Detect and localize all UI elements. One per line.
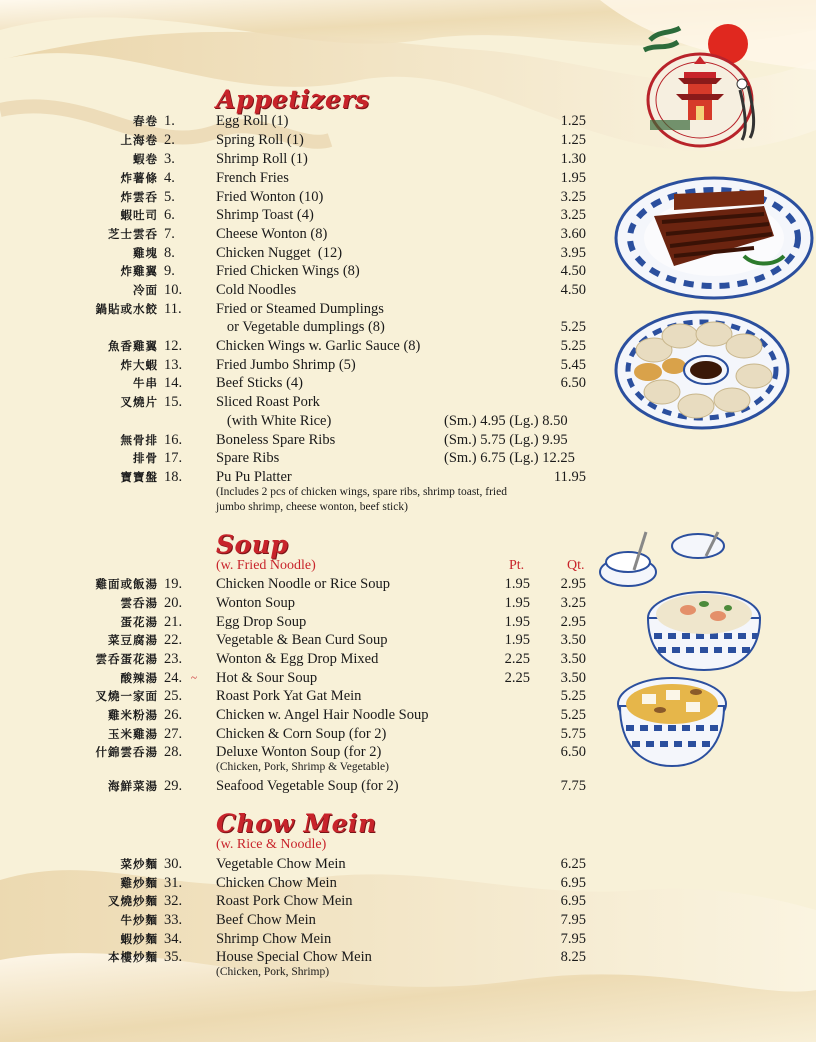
item-name: Boneless Spare Ribs [216,432,336,448]
item-price-quart: 5.25 [560,707,586,723]
item-chinese-name: 玉米雞湯 [108,727,158,741]
chowmein-note: (Chicken, Pork, Shrimp) [216,966,330,978]
menu-item-row [0,911,600,930]
dumplings-photo [614,310,790,430]
item-chinese-name: 什錦雲呑湯 [95,745,158,759]
item-chinese-name: 酸辣湯 [120,671,158,685]
soup-bowls-photo [598,526,780,676]
item-price-pint: 1.95 [504,614,530,630]
item-chinese-name: 雲呑蛋花湯 [95,652,158,666]
item-price-quart: 5.25 [560,688,586,704]
item-number: 4. [164,170,175,186]
menu-item-row [0,112,600,131]
item-name: Chicken Chow Mein [216,875,337,891]
item-price-pint: 1.95 [504,576,530,592]
item-name: Roast Pork Chow Mein [216,893,353,909]
item-chinese-name: 雞米粉湯 [108,708,158,722]
item-chinese-name: 雞面或飯湯 [95,577,158,591]
item-price: 3.25 [560,189,586,205]
menu-item-row [0,188,600,207]
item-chinese-name: 炸雲呑 [120,190,158,204]
item-number: 1. [164,113,175,129]
menu-item-row [0,930,600,949]
item-name: Chicken & Corn Soup (for 2) [216,726,387,742]
item-name: Beef Chow Mein [216,912,316,928]
item-number: 33. [164,912,183,928]
item-number: 30. [164,856,183,872]
item-name: Egg Roll (1) [216,113,289,129]
item-price: 1.25 [560,113,586,129]
item-chinese-name: 春卷 [133,114,158,128]
item-name: Fried Chicken Wings (8) [216,263,360,279]
chowmein-title: Chow Mein [216,809,377,838]
item-name: Fried or Steamed Dumplings [216,301,384,317]
chowmein-subtitle: (w. Rice & Noodle) [216,837,327,852]
menu-item-row [0,244,600,263]
item-number: 20. [164,595,183,611]
item-chinese-name: 上海卷 [120,133,158,147]
item-number: 35. [164,949,183,965]
item-price-quart: 5.75 [560,726,586,742]
item-chinese-name: 排骨 [133,451,158,465]
item-number: 26. [164,707,183,723]
item-name: Cheese Wonton (8) [216,226,328,242]
menu-item-row [0,318,600,337]
appetizers-note-line2: jumbo shrimp, cheese wonton, beef stick) [216,501,408,513]
soup-note: (Chicken, Pork, Shrimp & Vegetable) [216,761,389,773]
item-number: 19. [164,576,183,592]
menu-item-row [0,449,600,468]
item-price-quart: 3.50 [560,651,586,667]
item-price: 1.95 [560,170,586,186]
item-name: Roast Pork Yat Gat Mein [216,688,362,704]
menu-item-row [0,412,600,431]
menu-item-row [0,706,600,725]
item-number: 13. [164,357,183,373]
item-price: 11.95 [553,469,586,485]
item-chinese-name: 魚香雞翼 [108,339,158,353]
item-name: Vegetable Chow Mein [216,856,346,872]
item-chinese-name: 蝦吐司 [120,208,158,222]
item-chinese-name: 冷面 [133,283,158,297]
item-price-pint: 2.25 [504,670,530,686]
item-name: Sliced Roast Pork [216,394,320,410]
item-chinese-name: 雞炒麵 [120,876,158,890]
item-price: 5.25 [560,338,586,354]
menu-item-row [0,262,600,281]
item-name: Shrimp Chow Mein [216,931,332,947]
menu-item-row [0,150,600,169]
item-price-sizes: (Sm.) 6.75 (Lg.) 12.25 [444,450,575,466]
item-price: 3.25 [560,207,586,223]
menu-item-row [0,855,600,874]
soup-col-qt: Qt. [567,558,585,573]
item-chinese-name: 海鮮菜湯 [108,779,158,793]
item-price-quart: 3.50 [560,670,586,686]
item-price: 1.25 [560,132,586,148]
item-name: Shrimp Roll (1) [216,151,308,167]
item-price: 3.95 [560,245,586,261]
item-number: 5. [164,189,175,205]
item-number: 6. [164,207,175,223]
item-number: 16. [164,432,183,448]
item-price-pint: 2.25 [504,651,530,667]
menu-item-row [0,613,600,632]
item-name: French Fries [216,170,289,186]
item-number: 17. [164,450,183,466]
item-price: 4.50 [560,263,586,279]
item-number: 32. [164,893,183,909]
item-number: 34. [164,931,183,947]
item-number: 22. [164,632,183,648]
item-number: 21. [164,614,183,630]
item-name: Shrimp Toast (4) [216,207,314,223]
hot-sour-soup-photo [616,674,728,770]
item-name: Vegetable & Bean Curd Soup [216,632,388,648]
item-name: (with White Rice) [216,413,332,429]
menu-item-row [0,725,600,744]
item-number: 9. [164,263,175,279]
menu-item-row [0,374,600,393]
item-name: Chicken Wings w. Garlic Sauce (8) [216,338,421,354]
appetizers-title: Appetizers [216,85,370,114]
item-chinese-name: 雞塊 [133,246,158,260]
item-chinese-name: 菜豆腐湯 [108,633,158,647]
menu-item-row [0,631,600,650]
item-name: Cold Noodles [216,282,297,298]
item-number: 28. [164,744,183,760]
appetizers-note: (Includes 2 pcs of chicken wings, spare ribs, shrimp toast, fried [216,486,507,498]
menu-item-row [0,281,600,300]
item-price-quart: 3.25 [560,595,586,611]
item-number: 24. [164,670,183,686]
item-chinese-name: 炸薯條 [120,171,158,185]
item-chinese-name: 叉燒一家面 [95,689,158,703]
spare-ribs-photo [614,176,814,300]
item-chinese-name: 炸雞翼 [120,264,158,278]
item-name: Egg Drop Soup [216,614,307,630]
item-number: 25. [164,688,183,704]
menu-item-row [0,206,600,225]
menu-item-row [0,393,600,412]
item-name: Wonton Soup [216,595,295,611]
menu-item-row [0,575,600,594]
item-name: Chicken w. Angel Hair Noodle Soup [216,707,429,723]
item-price: 5.25 [560,319,586,335]
item-chinese-name: 蝦炒麵 [120,932,158,946]
item-chinese-name: 叉燒片 [120,395,158,409]
item-price: 4.50 [560,282,586,298]
menu-item-row [0,650,600,669]
item-chinese-name: 雲呑湯 [120,596,158,610]
item-number: 27. [164,726,183,742]
menu-item-row [0,225,600,244]
item-price-quart: 7.75 [560,778,586,794]
item-name: Seafood Vegetable Soup (for 2) [216,778,399,794]
item-chinese-name: 鍋貼或水餃 [95,302,158,316]
item-chinese-name: 寶寶盤 [120,470,158,484]
item-name: Pu Pu Platter [216,469,292,485]
item-number: 10. [164,282,183,298]
soup-title: Soup [216,530,289,559]
item-name: or Vegetable dumplings (8) [216,319,385,335]
item-price: 3.60 [560,226,586,242]
item-number: 7. [164,226,175,242]
item-name: Fried Wonton (10) [216,189,324,205]
item-number: 12. [164,338,183,354]
item-name: House Special Chow Mein [216,949,372,965]
item-chinese-name: 叉燒炒麵 [108,894,158,908]
item-number: 2. [164,132,175,148]
item-name: Chicken Nugget (12) [216,245,343,261]
item-price-pint: 1.95 [504,632,530,648]
soup-col-pt: Pt. [509,558,525,573]
menu-item-row [0,777,600,796]
item-name: Chicken Noodle or Rice Soup [216,576,390,592]
item-chinese-name: 炸大蝦 [120,358,158,372]
item-price-sizes: (Sm.) 5.75 (Lg.) 9.95 [444,432,568,448]
soup-subtitle: (w. Fried Noodle) [216,558,316,573]
item-number: 18. [164,469,183,485]
item-chinese-name: 牛串 [133,376,158,390]
item-price-quart: 6.50 [560,744,586,760]
item-number: 15. [164,394,183,410]
item-name: Hot & Sour Soup [216,670,318,686]
item-price: 6.50 [560,375,586,391]
item-price: 5.45 [560,357,586,373]
item-name: Spring Roll (1) [216,132,304,148]
item-name: Beef Sticks (4) [216,375,303,391]
item-price-quart: 2.95 [560,614,586,630]
item-number: 8. [164,245,175,261]
menu-item-row [0,892,600,911]
menu-item-row [0,594,600,613]
pagoda-logo [630,20,770,148]
item-chinese-name: 芝士雲呑 [108,227,158,241]
item-price: 7.95 [560,912,586,928]
item-price: 6.95 [560,875,586,891]
spicy-pepper-icon: ~ [191,672,197,684]
item-chinese-name: 牛炒麵 [120,913,158,927]
menu-item-row [0,131,600,150]
menu-item-row [0,687,600,706]
item-number: 3. [164,151,175,167]
item-price-pint: 1.95 [504,595,530,611]
item-price: 8.25 [560,949,586,965]
item-number: 14. [164,375,183,391]
item-price: 6.25 [560,856,586,872]
item-chinese-name: 本樓炒麵 [108,950,158,964]
menu-item-row [0,300,600,319]
item-price: 6.95 [560,893,586,909]
item-price-quart: 3.50 [560,632,586,648]
menu-item-row [0,431,600,450]
item-chinese-name: 菜炒麵 [120,857,158,871]
item-number: 23. [164,651,183,667]
menu-item-row [0,669,600,688]
item-price-sizes: (Sm.) 4.95 (Lg.) 8.50 [444,413,568,429]
item-name: Spare Ribs [216,450,280,466]
item-price-quart: 2.95 [560,576,586,592]
item-name: Fried Jumbo Shrimp (5) [216,357,356,373]
item-price: 7.95 [560,931,586,947]
item-name: Wonton & Egg Drop Mixed [216,651,379,667]
menu-item-row [0,169,600,188]
item-number: 11. [164,301,182,317]
menu-item-row [0,874,600,893]
item-name: Deluxe Wonton Soup (for 2) [216,744,382,760]
menu-item-row [0,356,600,375]
item-chinese-name: 蝦卷 [133,152,158,166]
item-price: 1.30 [560,151,586,167]
menu-item-row [0,337,600,356]
item-number: 31. [164,875,183,891]
item-chinese-name: 蛋花湯 [120,615,158,629]
item-number: 29. [164,778,183,794]
item-chinese-name: 無骨排 [120,433,158,447]
